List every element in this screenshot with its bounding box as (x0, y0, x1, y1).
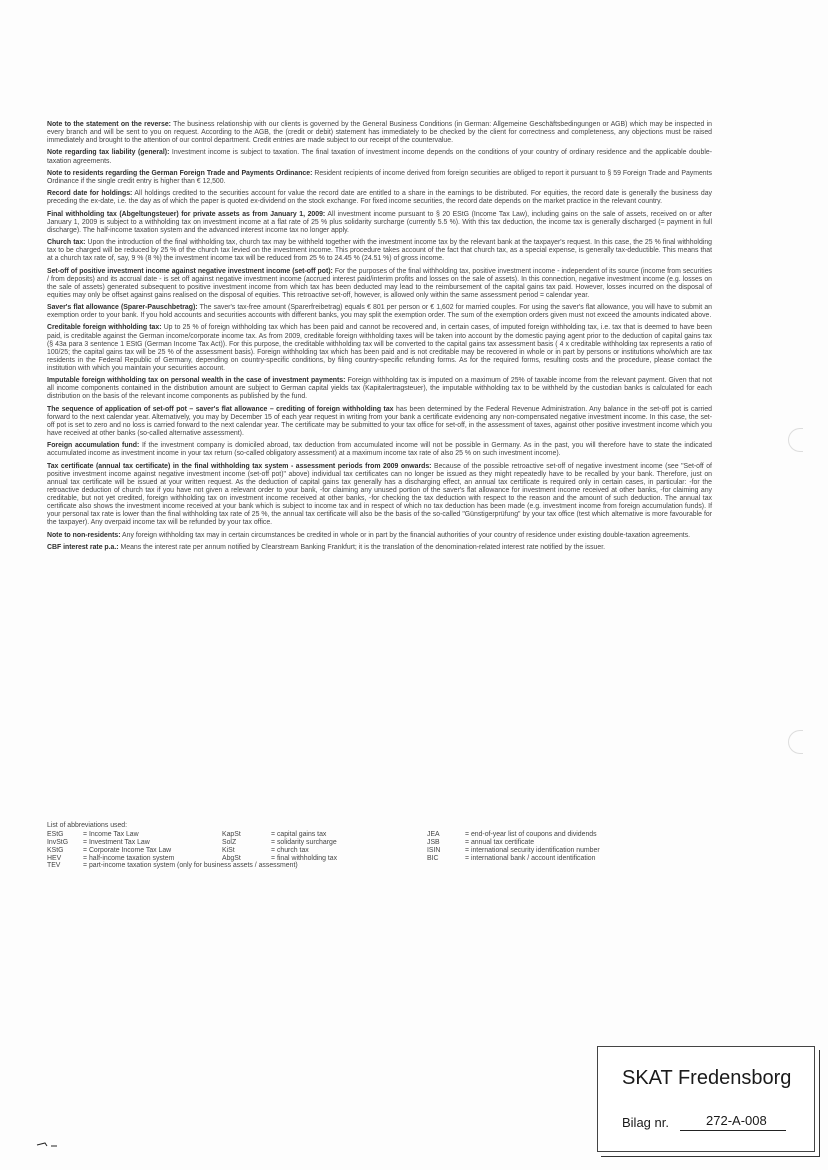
note-body: Foreign withholding tax is imputed on a maximum of 25% of taxable income from the relevant payment. Given that not all income components contained in the distribution amount are subject to German capital yields tax (Kapitalertragsteuer), the imputable withholding tax to be withheld by the custodian banks is calculated for each distribution on the basis of the relevant income components as published by the fund. (47, 377, 712, 401)
abbreviation-term: ISIN (427, 846, 441, 854)
note-heading: CBF interest rate p.a.: (47, 543, 119, 551)
note-paragraph (47, 121, 712, 145)
abbreviation-term: KapSt (222, 830, 241, 838)
abbreviation-definition: = end-of-year list of coupons and dividends (465, 830, 597, 838)
note-paragraph (47, 190, 712, 206)
note-heading: Note to non-residents: (47, 531, 121, 539)
note-paragraph (47, 532, 712, 540)
note-body: For the purposes of the final withholding tax, positive investment income - independent of its source (income from securities / from deposits) and its accrual date - is set off against negative investment income (accrued interest paid/interim profits and losses on the sale of assets). In this connection, negative investment income (e.g. losses on the sale of assets) generated subsequent to positive investment income from which tax has been deducted may lead to the reimbursement of the capital gains tax paid. However, losses incurred on the disposal of equities may only be offset against gains realised on the disposal of equities. This retroactive set-off, however, is allowed only within the same assessment period = calendar year. (47, 267, 712, 299)
abbreviation-row (47, 862, 712, 870)
abbreviation-definition: = Investment Tax Law (83, 838, 150, 846)
abbreviation-row (47, 855, 712, 863)
punch-hole-mark (788, 428, 803, 452)
note-body: Up to 25 % of foreign withholding tax which has been paid and cannot be recovered and, in certain cases, of imputed foreign withholding tax, i.e. tax that is deemed to have been paid, is creditable against the German income/corporate income tax. As from 2009, creditable foreign withholding taxes will be taken into account by the domestic paying agent prior to the deduction of capital gains tax (§ 43a para 3 sentence 1 EStG (German Income Tax Act)). For this purpose, the creditable withholding tax will be converted to the capital gains tax assessment basis ( 4 x creditable withholding tax represents a ratio of 100/25; the capital gains tax will be 25 % of the assessment basis). Foreign withholding tax which has been paid and is not creditable may be recovered in whole or in part by persons or institutions who/which are tax residents in the Federal Republic of Germany, depending on country-specific conditions, by filing country-specific refunding forms. As for the required forms, resulting costs and the procedure, please contact the institution with which you maintain your securities account. (47, 324, 712, 372)
note-heading: Creditable foreign withholding tax: (47, 324, 162, 332)
note-heading: The sequence of application of set-off pot – saver's flat allowance – crediting of foreign withholding tax (47, 405, 394, 413)
note-paragraph (47, 239, 712, 263)
abbreviation-term: KiSt (222, 846, 235, 854)
abbreviation-definition: = Corporate Income Tax Law (83, 846, 172, 854)
abbreviation-definition: = capital gains tax (271, 830, 327, 838)
note-heading: Saver's flat allowance (Sparer-Pauschbetrag): (47, 304, 198, 312)
note-paragraph (47, 170, 712, 186)
note-heading: Tax certificate (annual tax certificate) in the final withholding tax system - assessment periods from 2009 onwards: (47, 462, 432, 470)
abbreviation-definition: = annual tax certificate (465, 838, 535, 846)
note-body: Investment income is subject to taxation. The final taxation of investment income depends on the conditions of your country of ordinary residence and the applicable double-taxation agreements. (47, 149, 712, 165)
abbreviations-list (47, 822, 712, 870)
abbreviation-definition: = part-income taxation system (only for business assets / assessment) (83, 862, 298, 870)
note-heading: Note to residents regarding the German Foreign Trade and Payments Ordinance: (47, 169, 313, 177)
abbreviation-term: AbgSt (222, 854, 241, 862)
abbreviation-term: JEA (427, 830, 440, 838)
abbreviation-row (47, 831, 712, 839)
abbreviation-term: InvStG (47, 838, 69, 846)
note-body: If the investment company is domiciled abroad, tax deduction from accumulated income will not be possible in Germany. As in the past, you will therefore have to state the indicated accumulated income as investment income in your tax return (so-called obligatory assessment) at a maximum income tax rate of also 25 % on such investment income). (47, 442, 712, 458)
abbreviation-definition: = international security identification number (465, 846, 600, 854)
note-heading: Record date for holdings: (47, 190, 133, 198)
abbreviation-term: EStG (47, 830, 64, 838)
note-body: Means the interest rate per annum notified by Clearstream Banking Frankfurt; it is the translation of the denomination-related interest rate notified by the issuer. (120, 543, 606, 551)
note-paragraph (47, 268, 712, 300)
note-body: Resident recipients of income derived from foreign securities are obliged to report it pursuant to § 59 Foreign Trade and Payments Ordinance if the single credit entry is higher than € 12,500. (47, 169, 712, 185)
note-paragraph (47, 304, 712, 320)
note-heading: Note to the statement on the reverse: (47, 121, 171, 128)
note-heading: Note regarding tax liability (general): (47, 149, 170, 157)
abbreviation-row (47, 847, 712, 855)
note-heading: Set-off of positive investment income against negative investment income (set-off pot): (47, 267, 333, 275)
skat-stamp (597, 1046, 815, 1152)
note-body: has been determined by the Federal Revenue Administration. Any balance in the set-off pot is carried forward to the next calendar year. Alternatively, you may by December 15 of each year request in writing from your bank a certificate evidencing any non-compensated negative investment income. In this case, the set-off pot is set to zero and no loss is carried forward to the next calendar year. The certificate may be submitted to your tax office for set-off, in the assessment of taxes, against other positive investment income which you have received at other banks (so-called alternative assessment). (47, 405, 712, 437)
note-body: The saver's tax-free amount (Sparerfreibetrag) equals € 801 per person or € 1,602 for married couples. For using the saver's flat allowance, you will have to submit an exemption order to your bank. If you hold accounts and securities accounts with different banks, you may split the exemption order. The sum of the exemption orders given must not exceed the amounts indicated above. (47, 304, 712, 320)
note-body: Upon the introduction of the final withholding tax, church tax may be withheld together with the investment income tax by the relevant bank at the taxpayer's request. In this case, the 25 % final withholding tax to be charged will be reduced by 25 % of the church tax levied on the investment income. This procedure takes account of the fact that church tax, as a special expense, is generally tax-deductible. This means that at a church tax rate of, say, 9 % (8 %) the investment income tax will be reduced from 25 % to 24.45 % (24.51 %) of gross income. (47, 239, 712, 263)
note-paragraph (47, 442, 712, 458)
notes-section (47, 121, 712, 556)
note-paragraph (47, 463, 712, 528)
abbreviation-term: SolZ (222, 838, 237, 846)
note-body: All holdings credited to the securities account for value the record date are entitled to a share in the earnings to be distributed. For equities, the record date is generally the business day preceding the ex-date, i.e. the day as of which the paper is quoted ex-dividend on the stock exchange. For fixed income securities, the record date depends on the market practice in the relevant country. (47, 190, 712, 206)
note-paragraph (47, 544, 712, 552)
note-body: Any foreign withholding tax may in certain circumstances be credited in whole or in part by the financial authorities of your country of residence under existing double-taxation agreements. (122, 531, 691, 539)
stamp-title: SKAT Fredensborg (622, 1067, 792, 1089)
abbreviation-term: HEV (47, 854, 62, 862)
abbreviation-term: TEV (47, 862, 61, 870)
abbreviation-definition: = Income Tax Law (83, 830, 139, 838)
abbreviation-definition: = international bank / account identification (465, 854, 596, 862)
punch-hole-mark (788, 730, 803, 754)
abbreviation-row (47, 839, 712, 847)
abbreviation-term: BIC (427, 854, 439, 862)
note-paragraph (47, 324, 712, 373)
note-paragraph (47, 149, 712, 165)
note-paragraph (47, 211, 712, 235)
note-paragraph (47, 406, 712, 438)
note-body: Because of the possible retroactive set-off of negative investment income (see "Set-off of positive investment income against negative investment income (set-off pot)" above) individual tax certificates can no longer be issued as they might repeatedly have to be recalled by your bank. Therefore, just on annual tax certificate will be issued at your written request. As the deduction of capital gains tax generally has a discharging effect, an annual tax certificate is required only in certain cases, in particular: -for the retroactive deduction of church tax if you have not given a relevant order to your bank, -for claiming any unused portion of the saver's flat allowance for investment income received at other banks, -for claiming any creditable, but not yet credited, foreign withholding tax on investment income received at other banks, -for checking the tax deduction with respect to the reason and the amount of such deduction. The annual tax certificate also shows the investment income received at your bank which is subject to income tax and in respect of which no tax deduction has been made (e.g. investment income from foreign accumulation funds). If your personal tax rate is lower than the final withholding tax rate of 25 %, the annual tax certificate will also be the basis of the so-called "Günstigerprüfung" by your tax office (test which alternative is more favourable for the taxpayer). Any overpaid income tax will be refunded by your tax office. (47, 462, 712, 527)
stamp-underline (680, 1130, 786, 1131)
note-heading: Foreign accumulation fund: (47, 442, 140, 450)
note-heading: Church tax: (47, 239, 86, 247)
abbreviation-definition: = church tax (271, 846, 309, 854)
abbreviations-title: List of abbreviations used: (47, 822, 128, 829)
stamp-label: Bilag nr. (622, 1115, 669, 1130)
note-paragraph (47, 377, 712, 401)
abbreviation-definition: = final withholding tax (271, 854, 338, 862)
abbreviation-term: JSB (427, 838, 440, 846)
abbreviations-rows (47, 831, 712, 870)
note-heading: Final withholding tax (Abgeltungsteuer) for private assets as from January 1, 2009: (47, 210, 326, 218)
pen-mark (36, 1140, 58, 1148)
note-body: The business relationship with our clients is governed by the General Business Conditions (in German: Allgemeine Geschäftsbedingungen or AGB) which may be inspected in every branch and will be sent to you on request. According to the AGB, the (credit or debit) statement has immediately to be checked by the client for correctness and completeness, any objections must be raised immediately and brought to the attention of our control department. Credit entries are made subject to our receipt of the countervalue. (47, 121, 712, 145)
abbreviation-definition: = solidarity surcharge (271, 838, 337, 846)
abbreviation-term: KStG (47, 846, 64, 854)
note-heading: Imputable foreign withholding tax on personal wealth in the case of investment payments: (47, 377, 346, 385)
stamp-value: 272-A-008 (706, 1113, 767, 1128)
note-body: All investment income pursuant to § 20 EStG (Income Tax Law), including gains on the sale of assets, received on or after January 1, 2009 is subject to a withholding tax on investment income at a flat rate of 25 % plus solidarity surcharge (currently 5.5 %). With this tax deduction, the income tax is generally discharged (= payment in full discharge). The half-income taxation system and the advanced interest income tax no longer apply. (47, 210, 712, 234)
abbreviation-definition: = half-income taxation system (83, 854, 175, 862)
